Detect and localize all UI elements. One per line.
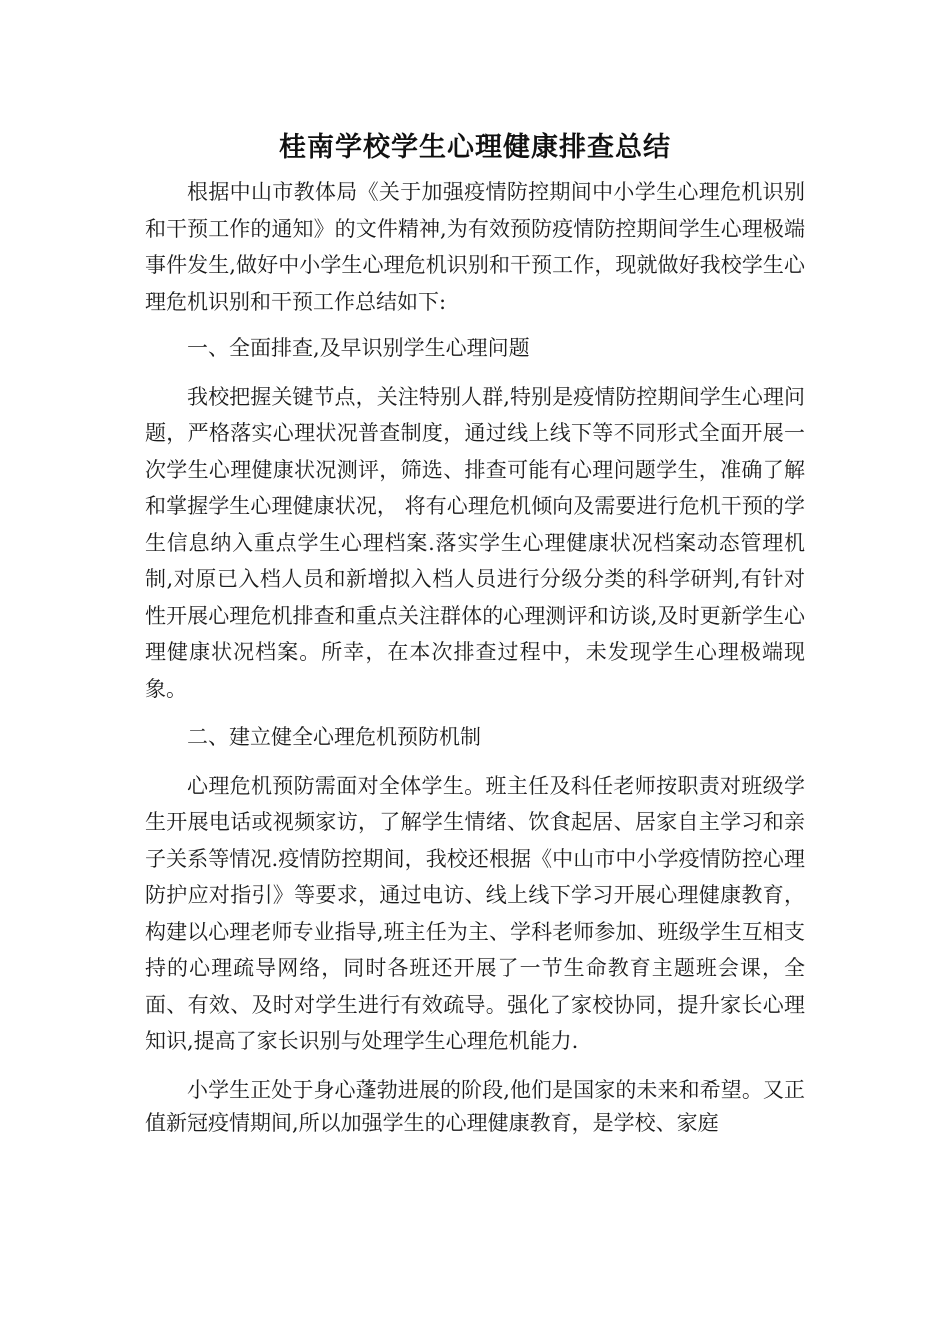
closing-paragraph: 小学生正处于身心蓬勃进展的阶段,他们是国家的未来和希望。又正值新冠疫情期间,所以加强学生的心理健康教育，是学校、家庭 — [145, 1077, 805, 1135]
document-page — [145, 128, 805, 1140]
section-1-heading: 一、全面排查,及早识别学生心理问题 — [187, 336, 530, 360]
section-2-paragraph: 心理危机预防需面对全体学生。班主任及科任老师按职责对班级学生开展电话或视频家访，了解学生情绪、饮食起居、居家自主学习和亲子关系等情况.疫情防控期间，我校还根据《中山市中小学疫情防控心理防护应对指引》等要求，通过电访、线上线下学习开展心理健康教育，构建以心理老师专业指导,班主任为主、学科老师参加、班级学生互相支持的心理疏导网络，同时各班还开展了一节生命教育主题班会课，全面、有效、及时对学生进行有效疏导。强化了家校协同，提升家长心理知识,提高了家长识别与处理学生心理危机能力. — [145, 773, 805, 1053]
document-title: 桂南学校学生心理健康排查总结 — [279, 132, 671, 163]
section-2-heading: 二、建立健全心理危机预防机制 — [187, 725, 481, 749]
section-1-paragraph: 我校把握关键节点，关注特别人群,特别是疫情防控期间学生心理问题，严格落实心理状况普查制度，通过线上线下等不同形式全面开展一次学生心理健康状况测评，筛选、排查可能有心理问题学生，准确了解和掌握学生心理健康状况， 将有心理危机倾向及需要进行危机干预的学生信息纳入重点学生心理档案.落实学生心理健康状况档案动态管理机制,对原已入档人员和新增拟入档人员进行分级分类的科学研判,有针对性开展心理危机排查和重点关注群体的心理测评和访谈,及时更新学生心理健康状况档案。所幸，在本次排查过程中，未发现学生心理极端现象。 — [145, 384, 805, 701]
intro-paragraph: 根据中山市教体局《关于加强疫情防控期间中小学生心理危机识别和干预工作的通知》的文件精神,为有效预防疫情防控期间学生心理极端事件发生,做好中小学生心理危机识别和干预工作，现就做好我校学生心理危机识别和干预工作总结如下: — [145, 180, 805, 314]
